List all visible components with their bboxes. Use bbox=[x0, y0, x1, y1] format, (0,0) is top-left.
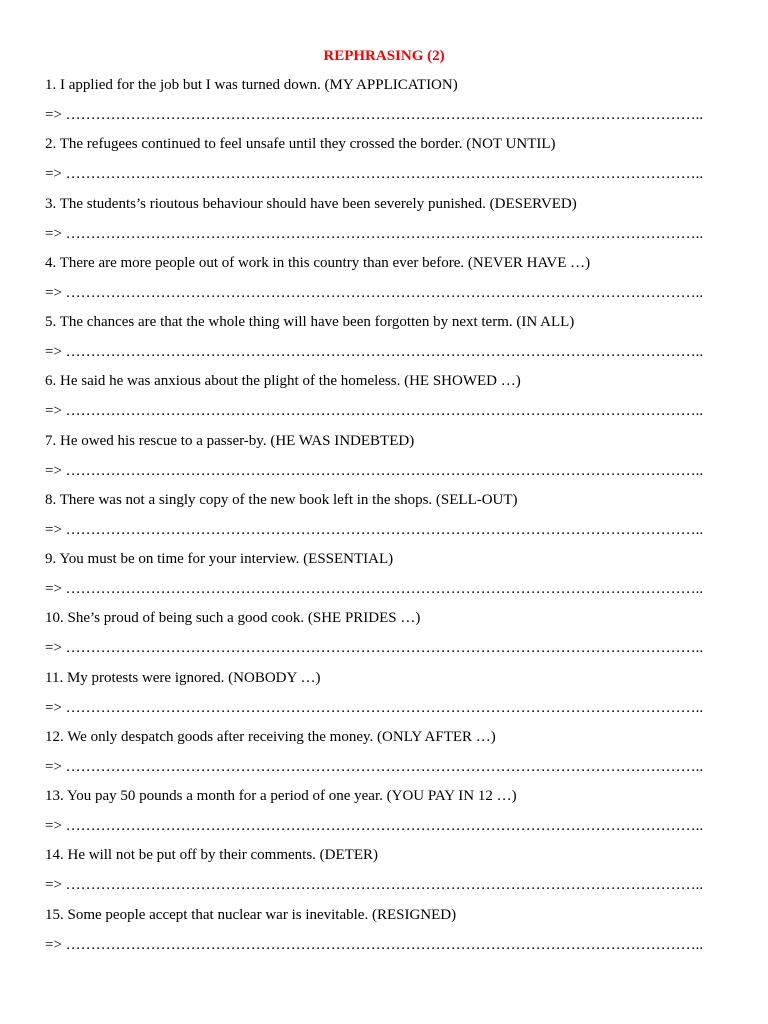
exercise-question: 10. She’s proud of being such a good cook. (SHE PRIDES …) bbox=[45, 610, 421, 626]
exercise-item bbox=[45, 195, 735, 243]
exercise-question: 2. The refugees continued to feel unsafe until they crossed the border. (NOT UNTIL) bbox=[45, 136, 556, 152]
exercise-item bbox=[45, 254, 735, 302]
exercise-question: 15. Some people accept that nuclear war is inevitable. (RESIGNED) bbox=[45, 907, 457, 923]
exercise-question: 9. You must be on time for your interview. (ESSENTIAL) bbox=[45, 551, 394, 567]
exercise-question: 1. I applied for the job but I was turned down. (MY APPLICATION) bbox=[45, 77, 458, 93]
exercise-item bbox=[45, 846, 735, 894]
answer-line: => ……………………………………………………………………………………………………………….. bbox=[45, 463, 704, 479]
exercise-question: 5. The chances are that the whole thing will have been forgotten by next term. (IN ALL) bbox=[45, 314, 575, 330]
exercise-item bbox=[45, 550, 735, 598]
answer-line: => ……………………………………………………………………………………………………………….. bbox=[45, 107, 704, 123]
exercise-question: 3. The students’s rioutous behaviour should have been severely punished. (DESERVED) bbox=[45, 196, 577, 212]
exercise-item bbox=[45, 76, 735, 124]
answer-line: => ……………………………………………………………………………………………………………….. bbox=[45, 522, 704, 538]
exercise-question: 4. There are more people out of work in this country than ever before. (NEVER HAVE …) bbox=[45, 255, 591, 271]
worksheet-title: REPHRASING (2) bbox=[323, 48, 445, 64]
exercise-item bbox=[45, 313, 735, 361]
exercise-item bbox=[45, 491, 735, 539]
exercise-question: 11. My protests were ignored. (NOBODY …) bbox=[45, 670, 321, 686]
answer-line: => ……………………………………………………………………………………………………………….. bbox=[45, 818, 704, 834]
exercise-question: 7. He owed his rescue to a passer-by. (HE WAS INDEBTED) bbox=[45, 433, 415, 449]
exercise-item bbox=[45, 728, 735, 776]
exercise-item bbox=[45, 906, 735, 954]
exercise-item bbox=[45, 787, 735, 835]
answer-line: => ……………………………………………………………………………………………………………….. bbox=[45, 759, 704, 775]
exercise-item bbox=[45, 372, 735, 420]
exercise-question: 14. He will not be put off by their comments. (DETER) bbox=[45, 847, 378, 863]
exercise-question: 12. We only despatch goods after receiving the money. (ONLY AFTER …) bbox=[45, 729, 496, 745]
answer-line: => ……………………………………………………………………………………………………………….. bbox=[45, 344, 704, 360]
exercise-question: 13. You pay 50 pounds a month for a period of one year. (YOU PAY IN 12 …) bbox=[45, 788, 517, 804]
answer-line: => ……………………………………………………………………………………………………………….. bbox=[45, 226, 704, 242]
answer-line: => ……………………………………………………………………………………………………………….. bbox=[45, 403, 704, 419]
answer-line: => ……………………………………………………………………………………………………………….. bbox=[45, 581, 704, 597]
exercise-question: 8. There was not a singly copy of the new book left in the shops. (SELL-OUT) bbox=[45, 492, 518, 508]
answer-line: => ……………………………………………………………………………………………………………….. bbox=[45, 285, 704, 301]
answer-line: => ……………………………………………………………………………………………………………….. bbox=[45, 937, 704, 953]
answer-line: => ……………………………………………………………………………………………………………….. bbox=[45, 700, 704, 716]
answer-line: => ……………………………………………………………………………………………………………….. bbox=[45, 877, 704, 893]
exercise-item bbox=[45, 432, 735, 480]
exercise-question: 6. He said he was anxious about the plight of the homeless. (HE SHOWED …) bbox=[45, 373, 521, 389]
exercise-item bbox=[45, 669, 735, 717]
answer-line: => ……………………………………………………………………………………………………………….. bbox=[45, 166, 704, 182]
exercise-item bbox=[45, 609, 735, 657]
exercise-item bbox=[45, 135, 735, 183]
answer-line: => ……………………………………………………………………………………………………………….. bbox=[45, 640, 704, 656]
